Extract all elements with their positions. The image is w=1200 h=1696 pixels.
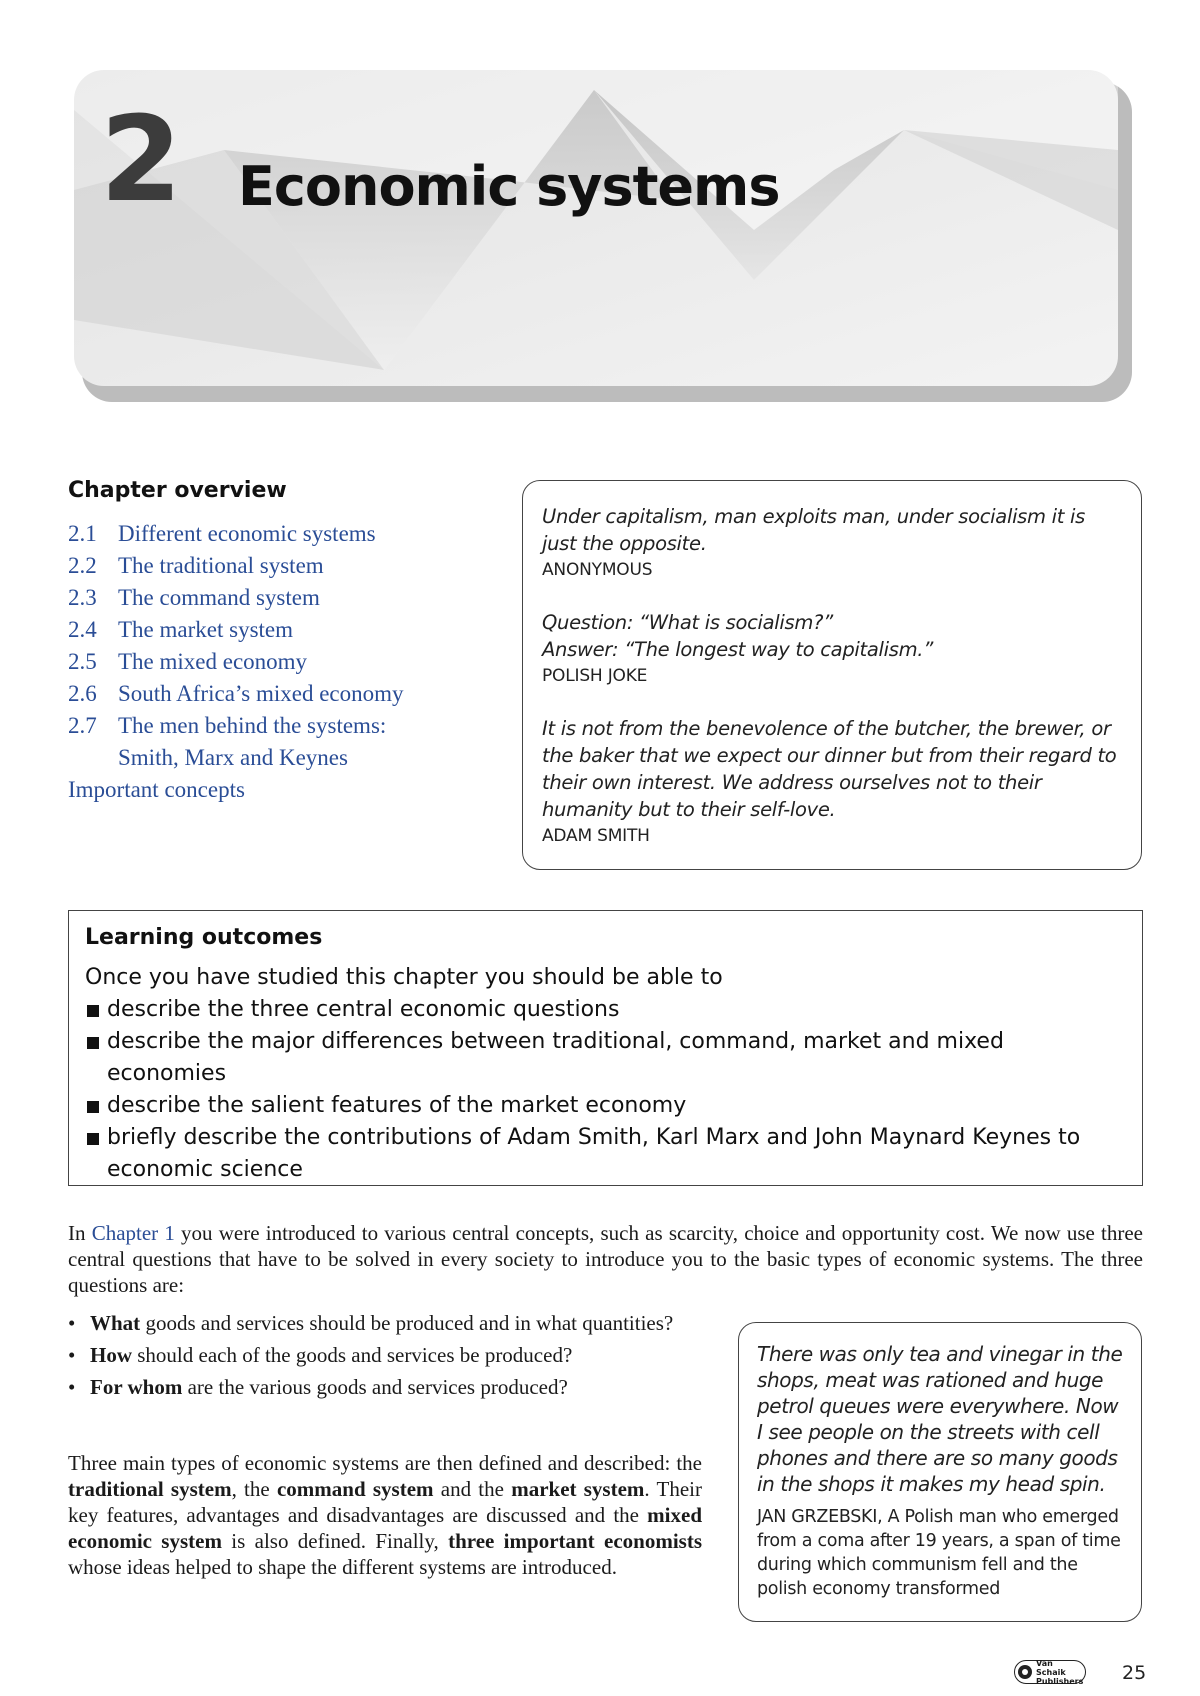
overview-item-2-6[interactable]: 2.6 South Africa’s mixed economy: [68, 681, 404, 706]
quote-text: Answer: “The longest way to capitalism.”: [542, 638, 934, 661]
system-types-paragraph: Three main types of economic systems are then defined and described: the traditional system, the command system and the market system. Their key features, advantages and disadvantages are discussed and the mixed economic system is also defined. Finally, three important economists whose ideas helped to shape the different systems are introduced.: [68, 1451, 702, 1579]
publisher-logo: [1014, 1660, 1086, 1684]
quote-source: JAN GRZEBSKI, A Polish man who emerged from a coma after 19 years, a span of time during which communism fell and the polish economy transformed: [757, 1507, 1121, 1599]
chapter-banner: [74, 70, 1136, 408]
quote-box-top: [522, 480, 1142, 870]
central-questions-list: [68, 1310, 702, 1406]
intro-paragraph: In Chapter 1 you were introduced to various central concepts, such as scarcity, choice and opportunity cost. We now use three central questions that have to be solved in every society to introduce you to the basic types of economic systems. The three questions are:: [68, 1221, 1143, 1297]
quote-source: POLISH JOKE: [542, 666, 648, 686]
bullet-icon: •: [68, 1311, 76, 1335]
overview-item-2-7-continuation[interactable]: Smith, Marx and Keynes: [118, 745, 348, 770]
learning-outcome-item: describe the three central economic questions: [85, 994, 1128, 1026]
overview-item-2-4[interactable]: 2.4 The market system: [68, 617, 294, 642]
page-number: 25: [1122, 1662, 1147, 1684]
quote-text: Under capitalism, man exploits man, under socialism it is just the opposite.: [542, 505, 1085, 555]
chapter-number: 2: [100, 90, 179, 228]
square-bullet-icon: [85, 1026, 107, 1090]
question-item: • For whom are the various goods and services produced?: [68, 1375, 568, 1399]
question-item: • What goods and services should be produced and in what quantities?: [68, 1311, 674, 1335]
chapter-title: Economic systems: [238, 155, 780, 218]
quote-box-bottom: [738, 1322, 1142, 1622]
overview-item-2-5[interactable]: 2.5 The mixed economy: [68, 649, 308, 674]
quote-source: ANONYMOUS: [542, 560, 653, 580]
question-item: • How should each of the goods and services be produced?: [68, 1343, 573, 1367]
square-bullet-icon: [85, 1122, 107, 1186]
publisher-logo-text: Van Schaik Publishers: [1036, 1658, 1084, 1686]
quote-source: ADAM SMITH: [542, 826, 650, 846]
overview-item-2-2[interactable]: 2.2 The traditional system: [68, 553, 324, 578]
overview-item-2-1[interactable]: 2.1 Different economic systems: [68, 521, 376, 546]
quote-text: Question: “What is socialism?”: [542, 611, 833, 634]
learning-outcomes-heading: Learning outcomes: [85, 925, 323, 950]
quote-text: It is not from the benevolence of the butcher, the brewer, or the baker that we expect our dinner but from their regard to their own interest. We address ourselves not to their humanity but to their self-love.: [542, 717, 1117, 821]
overview-list: [68, 518, 508, 806]
square-bullet-icon: [85, 1090, 107, 1122]
learning-outcome-item: briefly describe the contributions of Adam Smith, Karl Marx and John Maynard Keynes to economic science: [85, 1122, 1128, 1186]
bullet-icon: •: [68, 1375, 76, 1399]
overview-important-concepts[interactable]: Important concepts: [68, 777, 245, 802]
publisher-mark-icon: [1018, 1665, 1032, 1679]
bullet-icon: •: [68, 1343, 76, 1367]
learning-outcomes-box: [68, 910, 1143, 1186]
chapter-1-link[interactable]: Chapter 1: [91, 1221, 175, 1245]
overview-heading: Chapter overview: [68, 478, 287, 503]
learning-outcome-item: describe the salient features of the market economy: [85, 1090, 1128, 1122]
learning-outcomes-intro: Once you have studied this chapter you should be able to: [85, 965, 723, 990]
square-bullet-icon: [85, 994, 107, 1026]
overview-item-2-3[interactable]: 2.3 The command system: [68, 585, 320, 610]
quote-text: There was only tea and vinegar in the shops, meat was rationed and huge petrol queues were everywhere. Now I see people on the streets with cell phones and there are so many goods in the shops it makes my head spin.: [757, 1342, 1123, 1496]
learning-outcome-item: describe the major differences between traditional, command, market and mixed economies: [85, 1026, 1128, 1090]
overview-item-2-7[interactable]: 2.7 The men behind the systems:: [68, 713, 387, 738]
